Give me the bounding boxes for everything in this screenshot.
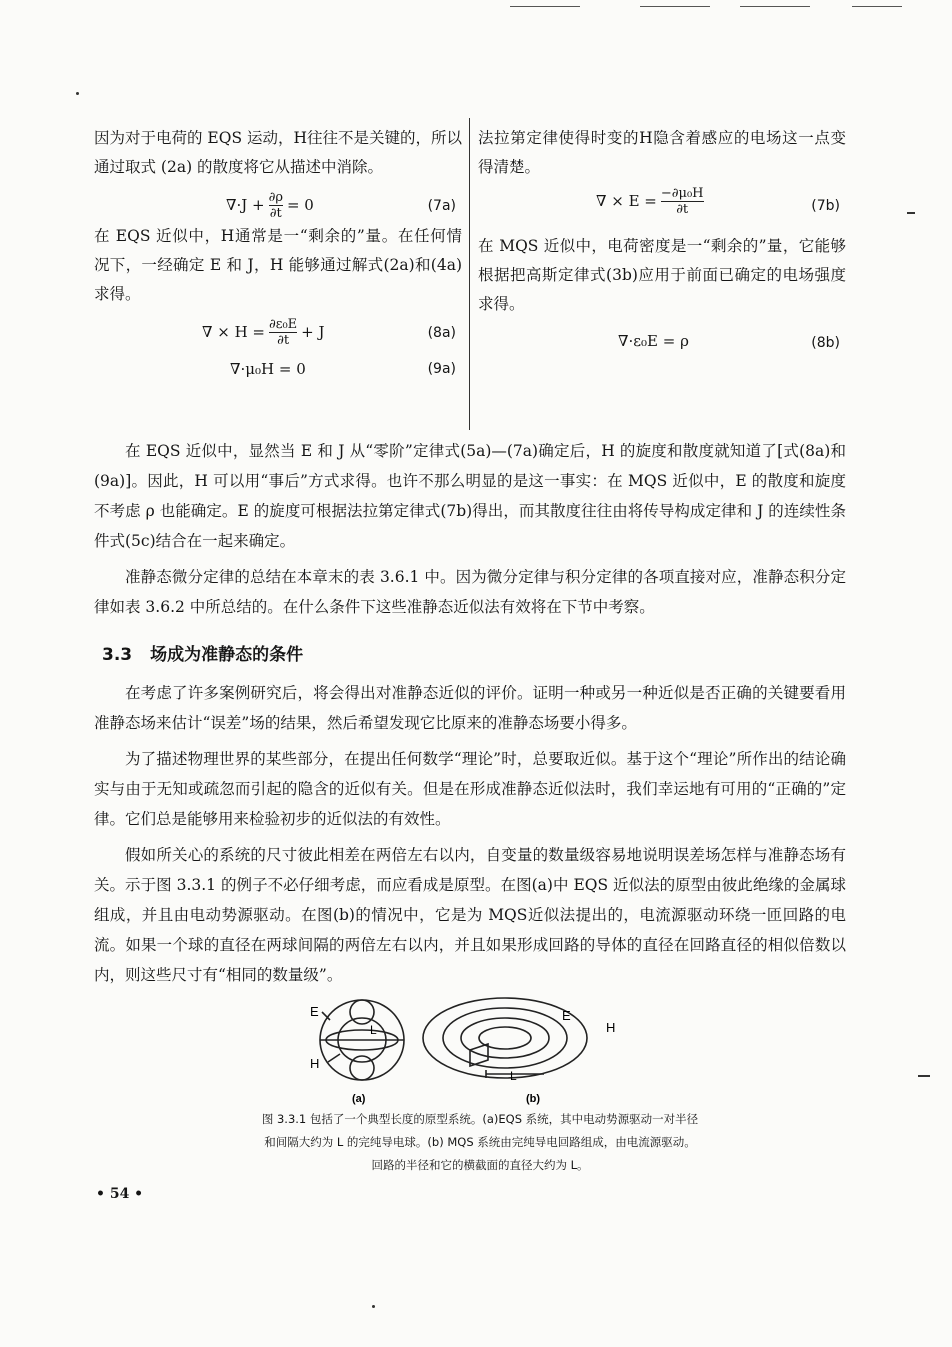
eq9a-label: (9a) xyxy=(427,361,456,377)
equation-9a xyxy=(94,353,462,383)
left-column xyxy=(94,124,462,383)
fig-a-L-label: L xyxy=(370,1023,377,1037)
eq9a-text: ∇·μ₀H = 0 xyxy=(230,360,306,378)
eq7a-den: ∂t xyxy=(269,206,282,221)
left-paragraph-2: 在 EQS 近似中，H通常是一“剩余的”量。在任何情况下，一经确定 E 和 J，H 能够通过解式(2a)和(4a)求得。 xyxy=(94,227,462,303)
equation-8a xyxy=(94,309,462,353)
scan-speck xyxy=(907,212,915,214)
eq7a-rhs: = 0 xyxy=(286,196,314,214)
right-column xyxy=(478,124,846,359)
scan-speck xyxy=(372,1305,375,1308)
section-title: 场成为准静态的条件 xyxy=(150,645,304,665)
scan-speck xyxy=(918,1075,930,1077)
eq7a-num: ∂ρ xyxy=(268,190,283,205)
header-rule xyxy=(510,6,580,7)
caption-line: 图 3.3.1 包括了一个典型长度的原型系统。(a)EQS 系统，其中电动势源驱动一对半径 xyxy=(261,1112,699,1126)
eq8a-rhs: + J xyxy=(301,323,325,341)
figure-a-drawing xyxy=(320,1000,404,1080)
eq7b-num: −∂μ₀H xyxy=(660,186,704,201)
equation-8b xyxy=(478,319,846,359)
eq7a-lhs: ∇·J + xyxy=(226,196,265,214)
fig-a-H-label: H xyxy=(310,1056,320,1071)
left-paragraph-1: 因为对于电荷的 EQS 运动，H往往不是关键的，所以通过取式 (2a) 的散度将它从描述中消除。 xyxy=(94,129,463,176)
body-paragraph: 假如所关心的系统的尺寸彼此相差在两倍左右以内，自变量的数量级容易地说明误差场怎样与准静态场有关。示于图 3.3.1 的例子不必仔细考虑，而应看成是原型。在图(a)中 EQS 近似法的原型由彼此绝缘的金属球组成，并且由电动势源驱动。在图(b)的情况中，它是为 MQS近似法提出的，电流源驱动环绕一匝回路的电流。如果一个球的直径在两球间隔的两倍左右以内，并且如果形成回路的导体的直径在回路直径的相似倍数以内，则这些尺寸有“相同的数量级”。 xyxy=(94,846,846,984)
fig-b-E-label: E xyxy=(562,1008,571,1023)
section-heading xyxy=(102,640,321,665)
page-number: • 54 • xyxy=(96,1186,144,1202)
caption-line: 回路的半径和它的横截面的直径大约为 L。 xyxy=(371,1158,589,1172)
equation-7b xyxy=(478,182,846,232)
eq8a-den: ∂t xyxy=(277,333,290,348)
body-paragraph: 准静态微分定律的总结在本章末的表 3.6.1 中。因为微分定律与积分定律的各项直接对应，准静态积分定律如表 3.6.2 中所总结的。在什么条件下这些准静态近似法有效将在下节中考察。 xyxy=(94,568,846,616)
column-divider xyxy=(469,118,470,430)
eq7b-lhs: ∇ × E = xyxy=(596,192,657,210)
body-paragraph: 为了描述物理世界的某些部分，在提出任何数学“理论”时，总要取近似。基于这个“理论”所作出的结论确实与由于无知或疏忽而引起的隐含的近似有关。但是在形成准静态近似法时，我们幸运地有可用的“正确的”定律。它们总是能够用来检验初步的近似法的有效性。 xyxy=(94,750,846,828)
eq8b-label: (8b) xyxy=(811,335,840,351)
right-paragraph-1: 法拉第定律使得时变的H隐含着感应的电场这一点变得清楚。 xyxy=(478,129,846,176)
section-number: 3.3 xyxy=(102,645,133,665)
eq8a-label: (8a) xyxy=(427,325,456,341)
body-section-1 xyxy=(94,436,846,628)
figure-caption xyxy=(150,1108,810,1177)
body-paragraph: 在考虑了许多案例研究后，将会得出对准静态近似的评价。证明一种或另一种近似是否正确的关键要看用准静态场来估计“误差”场的结果，然后希望发现它比原来的准静态场要小得多。 xyxy=(94,684,846,732)
fig-b-caption-label: (b) xyxy=(526,1093,541,1105)
eq8a-lhs: ∇ × H = xyxy=(202,323,265,341)
fig-a-caption-label: (a) xyxy=(352,1093,366,1105)
header-rule xyxy=(740,6,810,7)
eq7b-label: (7b) xyxy=(811,198,840,214)
eq7b-den: ∂t xyxy=(676,202,689,217)
eq7a-label: (7a) xyxy=(427,198,456,214)
body-section-2 xyxy=(94,678,846,996)
header-rule xyxy=(640,6,710,7)
equation-7a xyxy=(94,182,462,222)
fig-a-E-label: E xyxy=(310,1004,319,1019)
scan-speck xyxy=(76,92,79,95)
eq8a-num: ∂ε₀E xyxy=(269,317,298,332)
header-rule xyxy=(852,6,902,7)
fig-b-H-label: H xyxy=(606,1020,616,1035)
fig-b-L-label: L xyxy=(510,1069,517,1083)
caption-line: 和间隔大约为 L 的完纯导电球。(b) MQS 系统由完纯导电回路组成，由电流源驱动。 xyxy=(264,1135,696,1149)
right-paragraph-2: 在 MQS 近似中，电荷密度是一“剩余的”量，它能够根据把高斯定律式(3b)应用于前面已确定的电场强度求得。 xyxy=(478,237,846,313)
eq8b-text: ∇·ε₀E = ρ xyxy=(618,332,689,350)
body-paragraph: 在 EQS 近似中，显然当 E 和 J 从“零阶”定律式(5a)—(7a)确定后，H 的旋度和散度就知道了[式(8a)和(9a)]。因此，H 可以用“事后”方式求得。也许不那么明显的是这一事实：在 MQS 近似中，E 的散度和旋度不考虑 ρ 也能确定。E 的旋度可根据法拉第定律式(7b)得出，而其散度往往由将传导构成定律和 J 的连续性条件式(5c)结合在一起来确定。 xyxy=(94,442,846,550)
figure-3-3-1 xyxy=(300,990,660,1108)
